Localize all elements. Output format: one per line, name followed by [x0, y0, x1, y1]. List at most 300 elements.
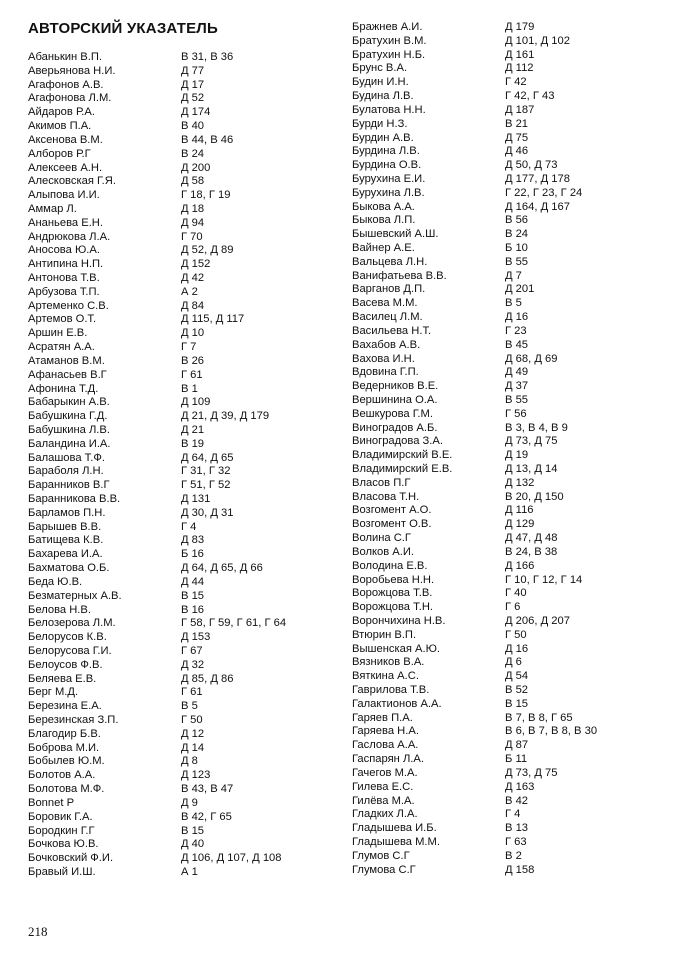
page-references: В 15: [181, 824, 205, 837]
page-references: Д 7: [505, 269, 522, 282]
index-entry: [28, 383, 348, 397]
author-name: Бурухина Л.В.: [352, 186, 425, 199]
index-entry: [28, 286, 348, 300]
author-name: Гаслова А.А.: [352, 739, 419, 752]
index-entry: [352, 574, 672, 588]
page-references: В 56: [505, 214, 529, 227]
index-entry: [352, 712, 672, 726]
author-name: Акимов П.А.: [28, 120, 92, 133]
index-entry: [352, 201, 672, 215]
page-references: Д 166: [505, 559, 535, 572]
index-entry: [352, 532, 672, 546]
page-heading: АВТОРСКИЙ УКАЗАТЕЛЬ: [28, 20, 218, 37]
index-entry: [352, 104, 672, 118]
index-entry: [28, 769, 348, 783]
page-references: Д 47, Д 48: [505, 532, 558, 545]
author-name: Агафонов А.В.: [28, 78, 104, 91]
author-name: Барламов П.Н.: [28, 506, 106, 519]
author-name: Втюрин В.П.: [352, 628, 417, 641]
page-references: Д 58: [181, 175, 205, 188]
page-references: А 1: [181, 865, 198, 878]
author-name: Ворончихина Н.В.: [352, 614, 446, 627]
author-name: Быкова А.А.: [352, 200, 415, 213]
index-entry: [352, 311, 672, 325]
index-entry: [28, 686, 348, 700]
page-references: Г 7: [181, 341, 197, 354]
author-name: Вязников В.А.: [352, 656, 425, 669]
index-entry: [28, 479, 348, 493]
page-references: Г 61: [181, 368, 203, 381]
page-references: В 20, Д 150: [505, 490, 564, 503]
author-name: Аверьянова Н.И.: [28, 64, 116, 77]
index-entry: [28, 396, 348, 410]
index-entry: [352, 656, 672, 670]
index-entry: [352, 270, 672, 284]
author-name: Белозерова Л.М.: [28, 617, 116, 630]
page-references: Г 23: [505, 324, 527, 337]
page-references: Г 58, Г 59, Г 61, Г 64: [181, 617, 287, 630]
index-entry: [28, 231, 348, 245]
page-references: Д 206, Д 207: [505, 614, 570, 627]
index-entry: [28, 65, 348, 79]
author-name: Аммар Л.: [28, 202, 77, 215]
index-entry: [28, 700, 348, 714]
index-entry: [352, 546, 672, 560]
page-references: Г 6: [505, 601, 521, 614]
index-entry: [352, 380, 672, 394]
page-references: В 2: [505, 849, 522, 862]
page-references: А 2: [181, 285, 198, 298]
author-name: Будина Л.В.: [352, 90, 414, 103]
index-entry: [28, 175, 348, 189]
page-references: В 3, В 4, В 9: [505, 421, 568, 434]
index-entry: [352, 518, 672, 532]
index-entry: [352, 795, 672, 809]
page-references: Д 21, Д 39, Д 179: [181, 410, 270, 423]
index-entry: [28, 852, 348, 866]
author-name: Бравый И.Ш.: [28, 865, 96, 878]
page-references: Д 37: [505, 380, 529, 393]
page-references: В 15: [181, 589, 205, 602]
index-entry: [352, 684, 672, 698]
author-name: Алборов Р.Г: [28, 147, 91, 160]
page-references: Д 163: [505, 780, 535, 793]
index-entry: [28, 714, 348, 728]
author-name: Вайнер А.Е.: [352, 242, 415, 254]
index-entry: [28, 631, 348, 645]
index-entry: [352, 214, 672, 228]
author-name: Бараболя Л.Н.: [28, 465, 104, 478]
page-references: Д 187: [505, 103, 535, 116]
index-entry: [28, 493, 348, 507]
index-entry: [28, 604, 348, 618]
page-references: Г 42: [505, 76, 527, 89]
index-entry: [352, 629, 672, 643]
author-name: Боброва М.И.: [28, 741, 100, 754]
page-references: Г 51, Г 52: [181, 479, 231, 492]
author-name: Варганов Д.П.: [352, 283, 426, 296]
page-references: В 13: [505, 822, 529, 835]
page-references: В 55: [505, 255, 529, 268]
author-name: Бобылев Ю.М.: [28, 755, 105, 768]
index-entry: [352, 145, 672, 159]
index-entry: [28, 742, 348, 756]
author-name: Ванифатьева В.В.: [352, 269, 447, 282]
index-entry: [352, 781, 672, 795]
author-name: Ворожцова Т.Н.: [352, 601, 434, 614]
author-name: Вешкурова Г.М.: [352, 407, 433, 420]
index-entry: [28, 866, 348, 880]
author-name: Бабушкина Г.Д.: [28, 410, 108, 423]
author-name: Аксенова В.М.: [28, 133, 103, 146]
page-references: Д 152: [181, 258, 211, 271]
index-entry: [28, 797, 348, 811]
index-entry: [352, 21, 672, 35]
index-entry: [352, 698, 672, 712]
page-references: Д 52, Д 89: [181, 244, 234, 257]
page-references: Г 42, Г 43: [505, 90, 555, 103]
author-name: Афонина Т.Д.: [28, 382, 99, 395]
index-entry: [28, 534, 348, 548]
author-name: Андрюкова Л.А.: [28, 230, 111, 243]
page-references: Д 158: [505, 863, 535, 876]
index-entry: [352, 173, 672, 187]
author-name: Гладких Л.А.: [352, 808, 418, 821]
index-column-left: [28, 51, 348, 880]
author-name: Власов П.Г: [352, 476, 411, 489]
page-references: Д 32: [181, 658, 205, 671]
index-entry: [352, 449, 672, 463]
page-references: Д 6: [505, 656, 522, 669]
author-name: Атаманов В.М.: [28, 354, 105, 367]
author-name: Бабарыкин А.В.: [28, 396, 110, 409]
index-entry: [352, 767, 672, 781]
page-references: Д 14: [181, 741, 205, 754]
page-references: Д 85, Д 86: [181, 672, 234, 685]
author-name: Березина Е.А.: [28, 700, 102, 713]
author-name: Васева М.М.: [352, 297, 418, 310]
index-entry: [352, 422, 672, 436]
page-references: В 24: [181, 147, 205, 160]
index-entry: [352, 601, 672, 615]
author-name: Братухин В.М.: [352, 34, 427, 47]
author-name: Володина Е.В.: [352, 559, 428, 572]
index-entry: [28, 645, 348, 659]
author-name: Батищева К.В.: [28, 534, 104, 547]
index-entry: [28, 811, 348, 825]
index-entry: [352, 477, 672, 491]
author-name: Быкова Л.П.: [352, 214, 416, 227]
index-entry: [28, 244, 348, 258]
page-references: Д 200: [181, 161, 211, 174]
author-name: Ананьева Е.Н.: [28, 216, 103, 229]
page-references: Г 18, Г 19: [181, 189, 231, 202]
index-entry: [28, 148, 348, 162]
author-name: Алесковская Г.Я.: [28, 175, 116, 188]
page-references: Д 9: [181, 796, 198, 809]
index-entry: [28, 369, 348, 383]
page-references: В 24, В 38: [505, 545, 558, 558]
author-name: Гладышева И.Б.: [352, 822, 437, 835]
page-references: В 26: [181, 354, 205, 367]
index-entry: [28, 189, 348, 203]
page-references: Б 11: [505, 753, 528, 766]
page-references: Д 84: [181, 299, 205, 312]
index-entry: [28, 521, 348, 535]
page-references: В 21: [505, 117, 529, 130]
page-references: Б 10: [505, 242, 528, 254]
author-name: Глумов С.Г: [352, 849, 410, 862]
index-entry: [352, 132, 672, 146]
page-references: В 55: [505, 393, 529, 406]
page-references: Д 19: [505, 449, 529, 462]
index-entry: [28, 590, 348, 604]
index-entry: [352, 35, 672, 49]
author-name: Бурди Н.З.: [352, 117, 408, 130]
index-entry: [352, 159, 672, 173]
author-name: Волина С.Г: [352, 532, 411, 545]
author-name: Будин И.Н.: [352, 76, 409, 89]
page-references: Д 101, Д 102: [505, 34, 570, 47]
author-name: Владимирский В.Е.: [352, 449, 453, 462]
page-references: Г 50: [181, 714, 203, 726]
author-name: Бурдина Л.В.: [352, 145, 420, 158]
author-name: Василец Л.М.: [352, 311, 423, 324]
page-references: В 15: [505, 697, 529, 710]
page-references: В 24: [505, 228, 529, 241]
author-name: Гилева Е.С.: [352, 780, 414, 793]
index-entry: [352, 670, 672, 684]
page-references: Д 129: [505, 518, 535, 531]
index-entry: [28, 783, 348, 797]
index-entry: [352, 491, 672, 505]
index-entry: [28, 134, 348, 148]
author-name: Васильева Н.Т.: [352, 324, 432, 337]
page-references: Г 61: [181, 686, 203, 699]
author-name: Бурдина О.В.: [352, 159, 422, 172]
page-references: Д 64, Д 65: [181, 451, 234, 464]
index-entry: [28, 617, 348, 631]
page-references: Д 17: [181, 78, 205, 91]
index-entry: [352, 560, 672, 574]
page-references: Д 161: [505, 48, 535, 61]
page-references: В 43, В 47: [181, 783, 234, 796]
index-entry: [28, 92, 348, 106]
index-entry: [28, 673, 348, 687]
index-entry: [28, 755, 348, 769]
author-name: Антонова Т.В.: [28, 272, 100, 284]
index-entry: [352, 283, 672, 297]
index-entry: [28, 452, 348, 466]
index-entry: [352, 297, 672, 311]
page-references: Г 63: [505, 835, 527, 848]
author-name: Бышевский А.Ш.: [352, 228, 439, 241]
index-entry: [352, 850, 672, 864]
page-references: Д 73, Д 75: [505, 766, 558, 779]
author-name: Бурухина Е.И.: [352, 172, 426, 185]
page-references: В 5: [505, 297, 522, 310]
page-references: Г 56: [505, 407, 527, 420]
author-name: Абанькин В.П.: [28, 51, 102, 63]
index-entry: [28, 424, 348, 438]
index-entry: [352, 394, 672, 408]
index-entry: [28, 162, 348, 176]
author-name: Арбузова Т.П.: [28, 285, 100, 298]
author-name: Артеменко С.В.: [28, 299, 109, 312]
page-number: 218: [28, 924, 48, 939]
page-references: Д 132: [505, 476, 535, 489]
index-entry: [352, 643, 672, 657]
page-references: Д 18: [181, 202, 205, 215]
page-references: Г 31, Г 32: [181, 465, 231, 478]
page-references: Г 4: [181, 520, 197, 533]
page-references: Г 22, Г 23, Г 24: [505, 186, 583, 199]
author-name: Беда Ю.В.: [28, 575, 83, 588]
page-references: Б 16: [181, 548, 204, 561]
author-name: Бочковский Ф.И.: [28, 852, 114, 865]
page-references: В 52: [505, 684, 529, 696]
index-entry: [28, 438, 348, 452]
author-name: Брунс В.А.: [352, 62, 408, 75]
author-name: Вахабов А.В.: [352, 338, 421, 351]
page-references: Д 116: [505, 504, 534, 517]
index-entry: [352, 836, 672, 850]
page-references: Д 40: [181, 838, 205, 851]
author-name: Глумова С.Г: [352, 863, 416, 876]
index-entry: [352, 366, 672, 380]
page-references: В 7, В 8, Г 65: [505, 711, 573, 724]
index-entry: [352, 62, 672, 76]
page-references: В 1: [181, 382, 198, 395]
index-entry: [352, 864, 672, 878]
page-references: Д 13, Д 14: [505, 463, 558, 475]
author-name: Афанасьев В.Г: [28, 368, 107, 381]
author-name: Владимирский Е.В.: [352, 463, 453, 475]
page-references: Д 10: [181, 327, 205, 340]
author-name: Баранников В.Г: [28, 479, 110, 492]
author-name: Баранникова В.В.: [28, 493, 121, 505]
index-entry: [352, 504, 672, 518]
author-name: Агафонова Л.М.: [28, 92, 112, 105]
author-name: Братухин Н.Б.: [352, 48, 426, 61]
author-name: Бахарева И.А.: [28, 548, 103, 561]
author-name: Бочкова Ю.В.: [28, 838, 99, 851]
author-name: Артемов О.Т.: [28, 313, 97, 326]
index-entry: [28, 410, 348, 424]
index-entry: [28, 217, 348, 231]
page-references: В 5: [181, 700, 198, 713]
page-references: В 40: [181, 120, 205, 133]
index-entry: [352, 49, 672, 63]
author-name: Болотова М.Ф.: [28, 783, 105, 796]
author-name: Берг М.Д.: [28, 686, 79, 699]
index-entry: [352, 435, 672, 449]
page-references: Г 50: [505, 628, 527, 641]
author-name: Вдовина Г.П.: [352, 366, 419, 379]
author-name: Антипина Н.П.: [28, 258, 104, 271]
author-name: Баландина И.А.: [28, 437, 111, 450]
author-name: Виноградов А.Б.: [352, 421, 438, 434]
page-references: Д 16: [505, 311, 529, 324]
index-entry: [28, 327, 348, 341]
index-entry: [352, 822, 672, 836]
author-name: Алыпова И.И.: [28, 189, 100, 202]
index-entry: [28, 51, 348, 65]
index-entry: [28, 507, 348, 521]
page-references: Д 21: [181, 423, 205, 436]
page-references: В 6, В 7, В 8, В 30: [505, 725, 598, 738]
page-references: Д 201: [505, 283, 535, 296]
index-entry: [352, 325, 672, 339]
author-name: Бабушкина Л.В.: [28, 423, 110, 436]
author-name: Барышев В.В.: [28, 520, 102, 533]
index-entry: [28, 106, 348, 120]
index-entry: [352, 725, 672, 739]
index-entry: [28, 79, 348, 93]
author-name: Боровик Г.А.: [28, 810, 93, 823]
index-entry: [28, 313, 348, 327]
author-name: Вяткина А.С.: [352, 670, 419, 683]
page-references: В 19: [181, 437, 205, 450]
index-entry: [28, 465, 348, 479]
page-references: Д 52: [181, 92, 205, 105]
index-entry: [352, 339, 672, 353]
author-name: Белоусов Ф.В.: [28, 658, 103, 671]
index-entry: [28, 355, 348, 369]
author-name: Возгомент О.В.: [352, 518, 432, 531]
index-entry: [28, 341, 348, 355]
index-entry: [28, 659, 348, 673]
author-name: Белорусов К.В.: [28, 631, 107, 644]
author-name: Гладышева М.М.: [352, 835, 440, 848]
page-references: Д 115, Д 117: [181, 313, 245, 326]
author-name: Гаряев П.А.: [352, 711, 413, 724]
author-name: Ворожцова Т.В.: [352, 587, 433, 600]
author-name: Аносова Ю.А.: [28, 244, 100, 257]
author-name: Вершинина О.А.: [352, 393, 438, 406]
author-name: Асратян А.А.: [28, 341, 95, 354]
page-references: Д 73, Д 75: [505, 435, 558, 448]
page-references: В 31, В 36: [181, 51, 234, 63]
author-name: Бражнев А.И.: [352, 21, 423, 33]
page-references: Д 164, Д 167: [505, 200, 570, 213]
page-references: Д 123: [181, 769, 211, 782]
index-entry: [28, 825, 348, 839]
index-entry: [352, 753, 672, 767]
page-references: В 42, Г 65: [181, 810, 232, 823]
page-references: Д 68, Д 69: [505, 352, 558, 365]
page-references: Д 179: [505, 21, 535, 33]
page-references: Д 46: [505, 145, 529, 158]
index-entry: [352, 256, 672, 270]
index-entry: [28, 258, 348, 272]
author-name: Безматерных А.В.: [28, 589, 122, 602]
author-name: Вышенская А.Ю.: [352, 642, 440, 655]
author-name: Власова Т.Н.: [352, 490, 420, 503]
author-name: Bonnet P: [28, 796, 75, 809]
author-name: Гачегов М.А.: [352, 766, 418, 779]
page-references: Д 77: [181, 64, 205, 77]
page-references: Д 44: [181, 575, 205, 588]
page-references: Д 8: [181, 755, 198, 768]
author-name: Гаспарян Л.А.: [352, 753, 424, 766]
page-references: В 45: [505, 338, 529, 351]
author-name: Бородкин Г.Г: [28, 824, 95, 837]
index-entry: [28, 203, 348, 217]
author-name: Ведерников В.Е.: [352, 380, 439, 393]
page-references: Д 106, Д 107, Д 108: [181, 852, 282, 865]
page-references: Г 4: [505, 808, 521, 821]
